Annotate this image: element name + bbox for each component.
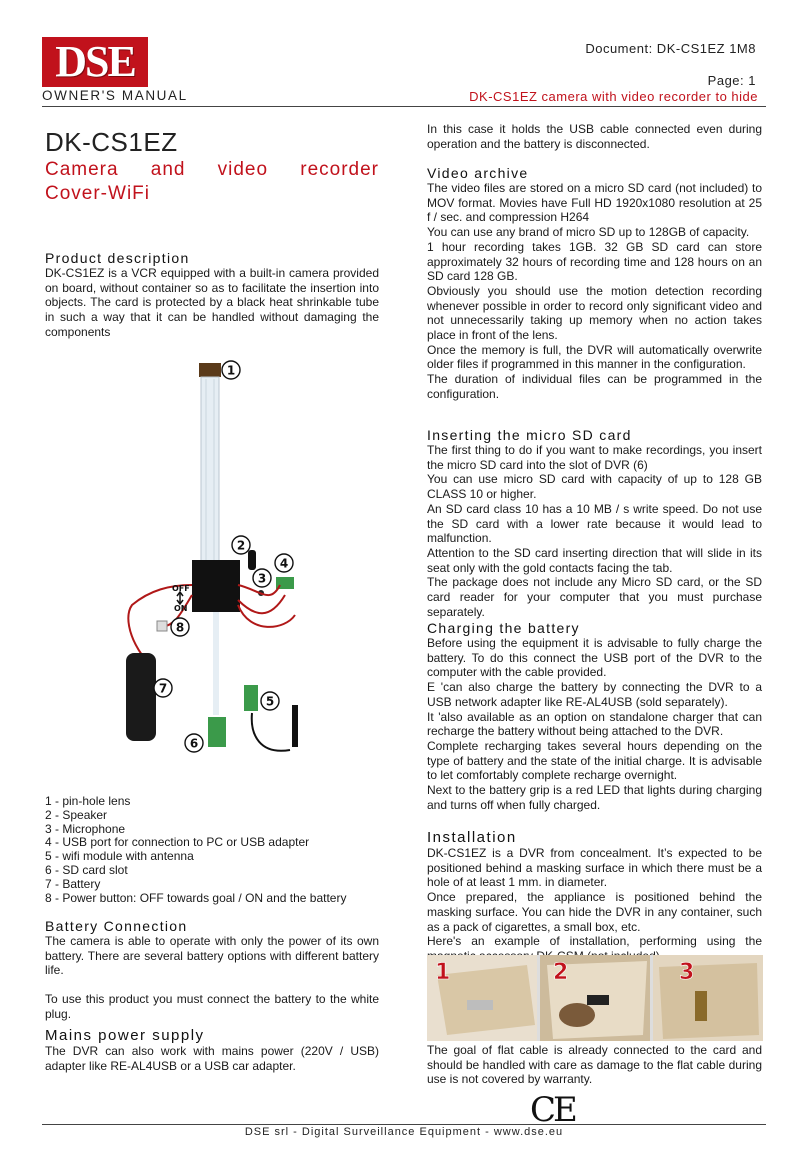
right-intro-text: In this case it holds the USB cable connected even during operation and the battery is disconnected. (427, 122, 762, 151)
list-item: 8 - Power button: OFF towards goal / ON and the battery (45, 890, 347, 905)
inserting-sd-heading: Inserting the micro SD card (427, 427, 632, 443)
inserting-sd-section (427, 427, 762, 619)
battery-connection-text-1: The camera is able to operate with only the power of its own battery. There are several battery options with different battery life. (45, 934, 379, 978)
document-id: Document: DK-CS1EZ 1M8 (585, 41, 756, 56)
list-item: 2 - Speaker (45, 807, 108, 822)
diagram-label-2: 2 (236, 538, 246, 553)
list-item: 6 - SD card slot (45, 862, 128, 877)
diagram-label-7: 7 (158, 681, 168, 696)
header-divider (42, 106, 766, 107)
mains-text: The DVR can also work with mains power (220V / USB) adapter like RE-AL4USB or a USB car adapter. (45, 1044, 379, 1073)
installation-heading: Installation (427, 829, 517, 846)
diagram-label-4: 4 (279, 556, 289, 571)
dvr-board (192, 560, 240, 612)
diagram-label-3: 3 (257, 571, 267, 586)
mains-heading: Mains power supply (45, 1027, 205, 1044)
header-subtitle: DK-CS1EZ camera with video recorder to hide (469, 89, 758, 104)
wifi-module (244, 685, 258, 711)
page-number: Page: 1 (707, 73, 756, 88)
logo-text: DSE (55, 37, 135, 86)
photo-label-1: 1 (435, 960, 451, 985)
pinhole-lens (199, 363, 221, 377)
right-intro (427, 122, 762, 151)
flat-cable (201, 377, 219, 565)
product-subtitle-line1: Camera and video recorder (45, 159, 379, 180)
list-item: 7 - Battery (45, 876, 101, 891)
diagram-label-6: 6 (189, 736, 199, 751)
diagram-label-8: 8 (175, 620, 185, 635)
battery-connection-section (45, 918, 379, 1022)
video-archive-text: The video files are stored on a micro SD card (not included) to MOV format. Movies have Full HD 1920x1080 resolution at 25 f / sec. and compression H264 You can use any brand of micro SD up to 128GB of capacity. 1 hour recording takes 1GB. 32 GB SD card can store approximately 32 hours of recording time and 128 hours on an SD card 128 GB. Obviously you should use the motion detection recording whenever possible in order to record only significant video and not unnecessarily taking up memory when no action takes place in front of the lens. Once the memory is full, the DVR will automatically overwrite older files if programmed in this manner in the configuration. The duration of individual files can be programmed in the configuration. (427, 181, 762, 401)
charging-text: Before using the equipment it is advisable to fully charge the battery. To do this connect the USB port of the DVR to the computer with the cable provided. E 'can also charge the battery by connecting the DVR to a USB network adapter like RE-AL4USB (sold separately). It 'also available as an option on standalone charger that can recharge the battery without being attached to the DVR. Complete recharging takes several hours depending on the type of battery and the state of the initial charge. It is advisable to let comfortably complete recharge overnight. Next to the battery grip is a red LED that lights during charging and turns off when fully charged. (427, 636, 762, 812)
page-title: DK-CS1EZ (45, 127, 178, 157)
footer-divider (42, 1124, 766, 1125)
product-description-section (45, 250, 379, 340)
dse-logo (42, 37, 148, 87)
list-item: 1 - pin-hole lens (45, 794, 131, 808)
charging-heading: Charging the battery (427, 620, 580, 636)
sd-slot (208, 717, 226, 747)
flat-cable-note (427, 1043, 762, 1087)
product-description-heading: Product description (45, 250, 190, 266)
product-diagram (120, 355, 325, 765)
video-archive-heading: Video archive (427, 165, 529, 181)
off-label: OFF (172, 584, 190, 593)
installation-section (427, 830, 762, 964)
battery-connection-heading: Battery Connection (45, 918, 188, 934)
list-item: 4 - USB port for connection to PC or USB adapter (45, 835, 310, 850)
list-item: 5 - wifi module with antenna (45, 849, 194, 864)
flat-cable-note-text: The goal of flat cable is already connected to the card and should be handled with care as damage to the flat cable during use is not covered by warranty. (427, 1043, 762, 1087)
charging-section (427, 620, 762, 812)
diagram-label-5: 5 (265, 694, 275, 709)
on-label: ON (174, 604, 188, 613)
installation-text: DK-CS1EZ is a DVR from concealment. It’s expected to be positioned behind a masking surface in which there must be a hole of at least 1 mm. in diameter. Once prepared, the appliance is positioned behind the masking surface. You can hide the DVR in any container, such as a pack of cigarettes, a small box, etc. Here's an example of installation, performing using the (427, 846, 762, 949)
photo-label-3: 3 (679, 960, 695, 985)
product-description-text: DK-CS1EZ is a VCR equipped with a built-in camera provided on board, without container so as to facilitate the insertion into objects. The card is protected by a black heat shrinkable tube in such a way that it can be handled without damaging the components (45, 266, 379, 339)
footer-text: DSE srl - Digital Surveillance Equipment - www.dse.eu (244, 1126, 564, 1138)
video-archive-section (427, 165, 762, 402)
installation-photos (427, 955, 763, 1041)
wifi-antenna (292, 705, 298, 747)
diagram-label-1: 1 (226, 363, 236, 378)
list-item: 3 - Microphone (45, 821, 126, 836)
speaker (248, 550, 256, 570)
component-list (45, 795, 379, 905)
mains-section (45, 1028, 379, 1073)
owners-manual-label: OWNER'S MANUAL (42, 88, 188, 103)
ce-mark: CE (530, 1090, 575, 1130)
product-subtitle-line2: Cover-WiFi (45, 183, 150, 204)
power-switch (157, 621, 167, 631)
photo-label-2: 2 (553, 960, 569, 985)
inserting-sd-text: The first thing to do if you want to make recordings, you insert the micro SD card into the slot of DVR (6) You can use micro SD card with capacity of up to 128 GB CLASS 10 or higher. An SD card class 10 has a 10 MB / s write speed. Do not use the SD card with a lower rate because it would lead to malfunction. Attention to the SD card inserting direction that will slide in its seat only with the gold contacts facing the tab. The package does not include any Micro SD card, or the SD card reader for your computer that you must purchase separately. (427, 443, 762, 619)
battery (126, 653, 156, 741)
battery-connection-text-2: To use this product you must connect the battery to the white plug. (45, 992, 379, 1021)
